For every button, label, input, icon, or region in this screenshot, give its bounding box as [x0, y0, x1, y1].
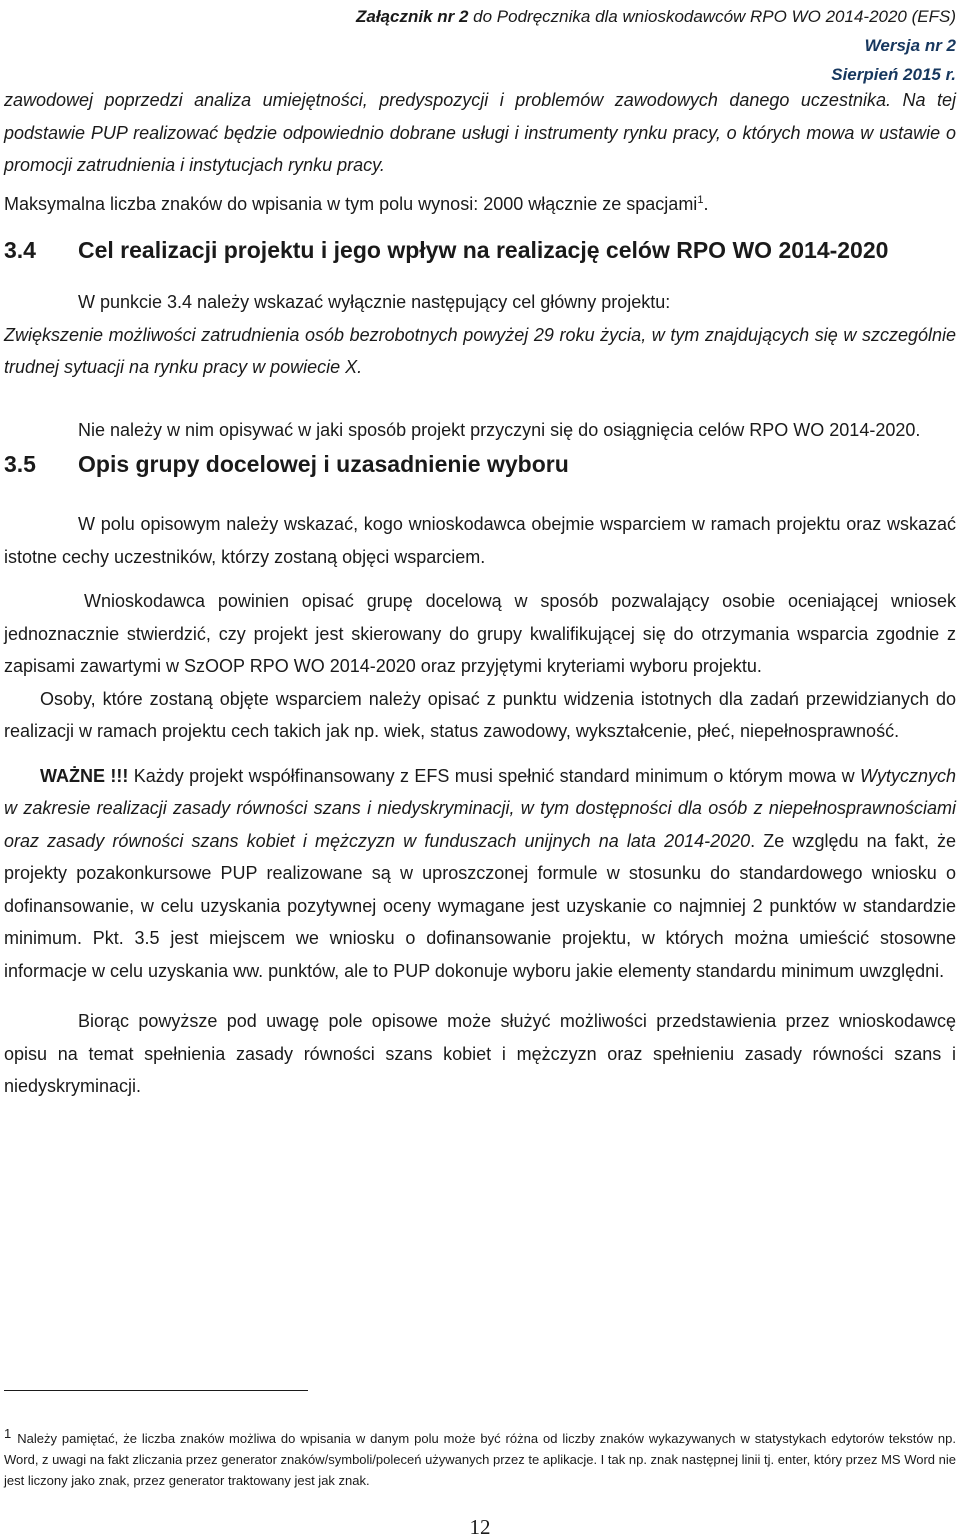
char-limit-text: Maksymalna liczba znaków do wpisania w tym polu wynosi: 2000 włącznie ze spacjami [4, 193, 698, 214]
char-limit-end: . [703, 193, 709, 214]
header-version: Wersja nr 2 [864, 36, 956, 55]
section-number: 3.4 [4, 237, 36, 263]
paragraph-important [4, 760, 956, 988]
important-label: WAŻNE !!! [40, 765, 129, 786]
important-text-1: Każdy projekt współfinansowany z EFS musi spełnić standard minimum o którym mowa w [128, 765, 860, 786]
paragraph-target-group: W polu opisowym należy wskazać, kogo wnioskodawca obejmie wsparciem w ramach projektu oraz wskazać istotne cechy uczestników, którzy zostaną objęci wsparciem. [4, 514, 956, 567]
header-attachment-title: do Podręcznika dla wnioskodawców RPO WO 2014-2020 (EFS) [468, 7, 956, 26]
paragraph-target-description: Wnioskodawca powinien opisać grupę docelową w sposób pozwalający osobie oceniającej wniosek jednoznacznie stwierdzić, czy projekt jest skierowany do grupy kwalifikującej się do otrzymania wsparcia zgodnie z zapisami zawartymi w SzOOP RPO WO 2014-2020 oraz przyjętymi kryteriami wyboru projektu. [4, 591, 956, 676]
footnote-separator [4, 1390, 308, 1391]
section-heading-3-4 [4, 232, 956, 268]
guidelines-title: Wytycznych w zakresie realizacji zasady równości szans i niedyskryminacji, w tym dostępności dla osób z niepełnosprawnościami oraz zasady równości szans kobiet i mężczyzn w funduszach unijnych na lata 2014-2020 [4, 765, 956, 851]
page-number: 12 [469, 1515, 491, 1539]
footnote-number: 1 [4, 1425, 12, 1441]
important-text-2: . Ze względu na fakt, że projekty pozakonkursowe PUP realizowane są w uproszczonej formule w stosunku do standardowego wniosku o dofinansowanie, w celu uzyskania pozytywnej oceny wymagane jest uzyskanie co najmniej 2 punktów w standardzie minimum. Pkt. 3.5 jest miejscem we wniosku o dofinansowanie projektu, w których można umieścić stosowne informacje w celu uzyskania ww. punktów, ale to PUP dokonuje wyboru jakie elementy standardu minimum uwzględni. [4, 830, 956, 981]
paragraph-target-features: Osoby, które zostaną objęte wsparciem należy opisać z punktu widzenia istotnych dla zadań przewidzianych do realizacji w ramach projektu cech takich jak np. wiek, status zawodowy, wykształcenie, płeć, niepełnosprawność. [4, 688, 956, 741]
header-attachment [356, 2, 956, 31]
document-body [4, 84, 956, 1103]
paragraph-goal: Zwiększenie możliwości zatrudnienia osób bezrobotnych powyżej 29 roku życia, w tym znajdujących się w szczególnie trudnej sytuacji na rynku pracy w powiecie X. [4, 324, 956, 377]
paragraph-goal-intro: W punkcie 3.4 należy wskazać wyłącznie następujący cel główny projektu: [78, 292, 671, 312]
paragraph-continuation: zawodowej poprzedzi analiza umiejętności, predyspozycji i problemów zawodowych danego uczestnika. Na tej podstawie PUP realizować będzie odpowiednio dobrane usługi i instrumenty rynku pracy, o których mowa w ustawie o promocji zatrudnienia i instytucjach rynku pracy. [4, 90, 956, 175]
footnote-text: Należy pamiętać, że liczba znaków możliwa do wpisania w danym polu może być różna od liczby znaków wykazywanych w statystykach edytorów tekstów np. Word, z uwagi na fakt zliczania przez generator znaków/symboli/poleceń używanych przez te aplikacje. I tak np. znak następnej linii tj. enter, który przez MS Word nie jest liczony jako znak, przez generator traktowany jest jak znak. [4, 1431, 956, 1488]
section-heading-3-5 [4, 446, 956, 482]
section-number: 3.5 [4, 451, 36, 477]
header-date: Sierpień 2015 r. [831, 65, 956, 84]
footnote [4, 1425, 956, 1491]
header-attachment-number: Załącznik nr 2 [356, 7, 469, 26]
paragraph-char-limit [4, 188, 956, 221]
footnote-reference: 1 [697, 193, 704, 206]
paragraph-conclusion: Biorąc powyższe pod uwagę pole opisowe może służyć możliwości przedstawienia przez wnioskodawcę opisu na temat spełnienia zasady równości szans kobiet i mężczyzn oraz spełnieniu zasady równości szans i niedyskryminacji. [4, 1011, 956, 1096]
document-header [356, 2, 956, 89]
section-title: Opis grupy docelowej i uzasadnienie wyboru [78, 451, 569, 477]
section-title: Cel realizacji projektu i jego wpływ na realizację celów RPO WO 2014-2020 [78, 237, 889, 263]
paragraph-goal-note: Nie należy w nim opisywać w jaki sposób projekt przyczyni się do osiągnięcia celów RPO WO 2014-2020. [78, 419, 921, 440]
